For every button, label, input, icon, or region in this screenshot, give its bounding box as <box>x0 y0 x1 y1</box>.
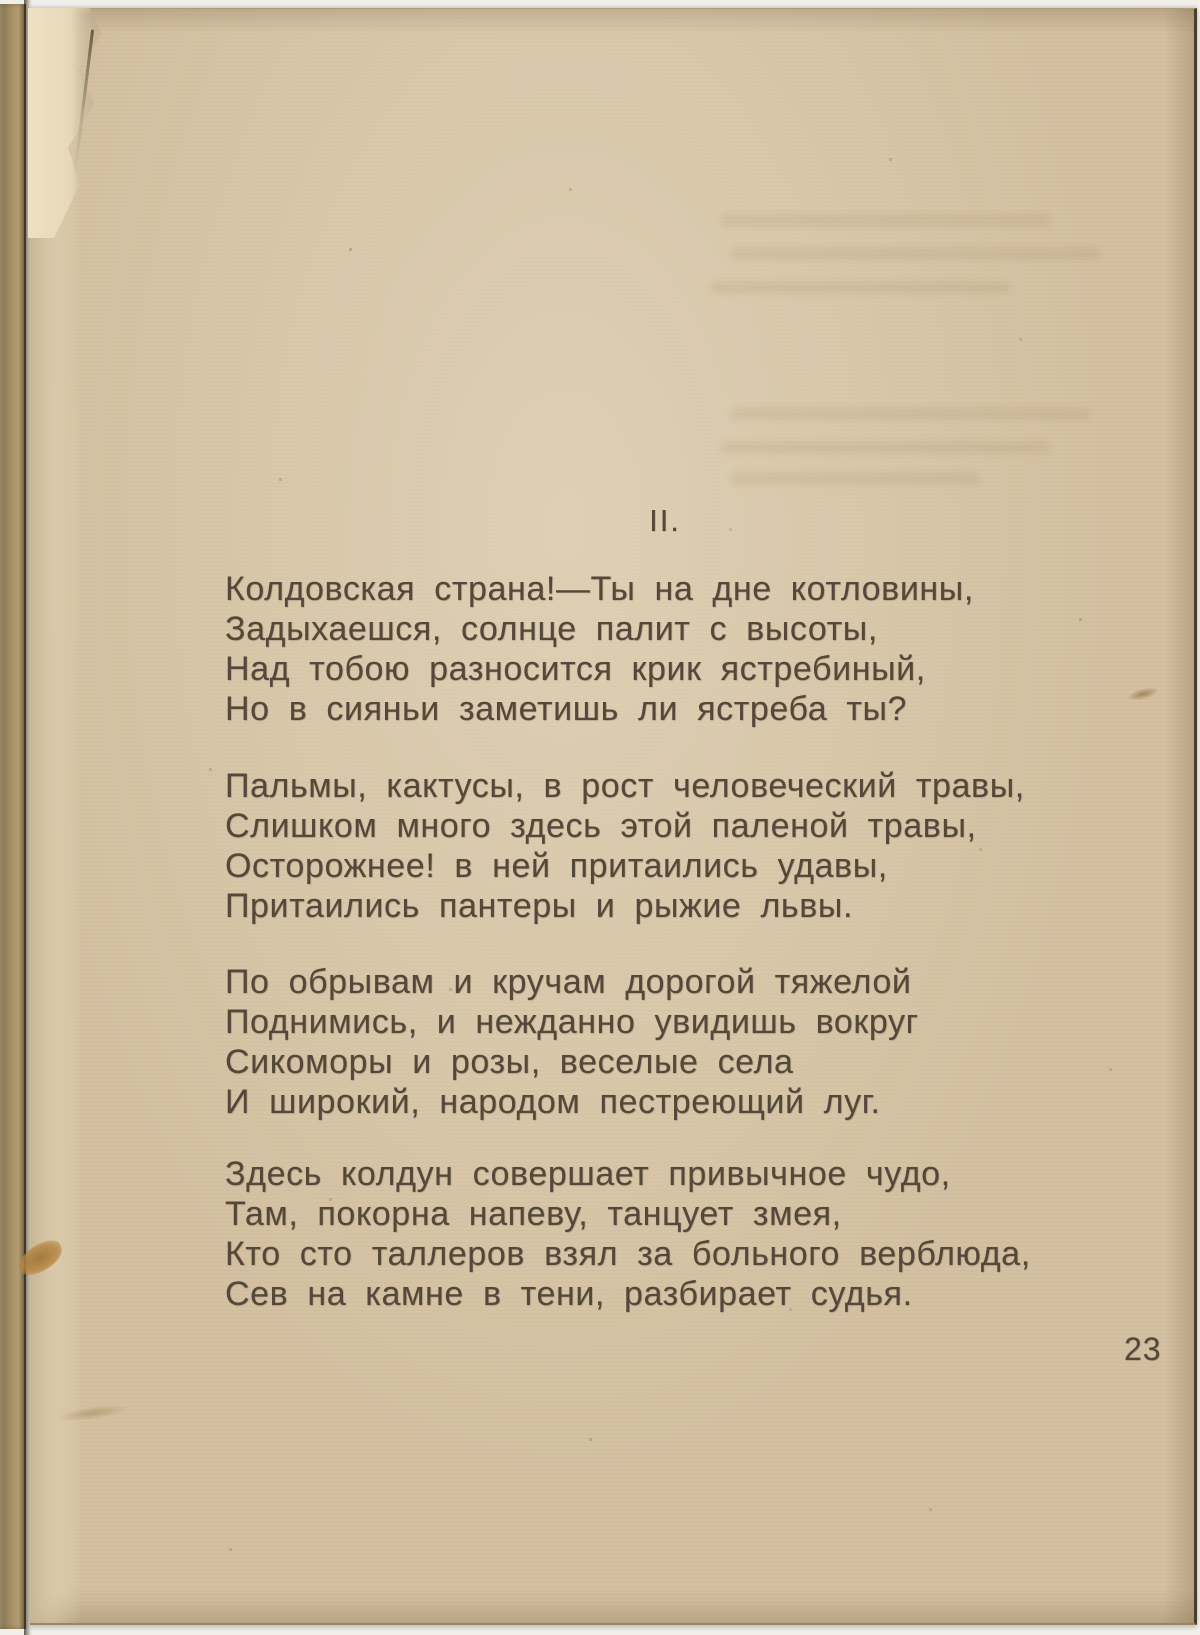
poem-line: Поднимись, и нежданно увидишь вокруг <box>225 1003 919 1041</box>
poem-line: Притаились пантеры и рыжие львы. <box>225 887 853 925</box>
paper-stain <box>58 1402 129 1424</box>
poem-line: Пальмы, кактусы, в рост человеческий травы, <box>225 767 1025 805</box>
poem-stanza <box>225 569 1105 729</box>
poem-line: Слишком много здесь этой паленой травы, <box>225 807 977 845</box>
poem-stanza <box>225 1154 1105 1314</box>
poem-line: Задыхаешся, солнце палит с высоты, <box>225 610 878 648</box>
poem-line: Там, покорна напеву, танцует змея, <box>225 1195 842 1233</box>
poem-stanza <box>225 766 1105 926</box>
poem-stanza <box>225 962 1105 1122</box>
poem-line: Кто сто таллеров взял за больного верблюда, <box>225 1235 1031 1273</box>
torn-corner <box>28 8 106 238</box>
poem-line: Сев на камне в тени, разбирает судья. <box>225 1275 913 1313</box>
poem-line: Здесь колдун совершает привычное чудо, <box>225 1155 951 1193</box>
paper-specks <box>30 9 31 10</box>
poem-line: По обрывам и кручам дорогой тяжелой <box>225 963 912 1001</box>
section-heading: II. <box>649 503 681 538</box>
poem-line: Но в сияньи заметишь ли ястреба ты? <box>225 690 908 728</box>
paper-stain <box>1127 686 1159 703</box>
page-number: 23 <box>1124 1331 1162 1367</box>
poem-line: И широкий, народом пестреющий луг. <box>225 1083 881 1121</box>
poem-line: Осторожнее! в ней притаились удавы, <box>225 847 888 885</box>
poem-line: Над тобою разносится крик ястребиный, <box>225 650 926 688</box>
poem-line: Сикоморы и розы, веселые села <box>225 1043 794 1081</box>
book-spine <box>0 4 26 1629</box>
book-page <box>30 8 1197 1625</box>
poem-line: Колдовская страна!—Ты на дне котловины, <box>225 570 974 608</box>
